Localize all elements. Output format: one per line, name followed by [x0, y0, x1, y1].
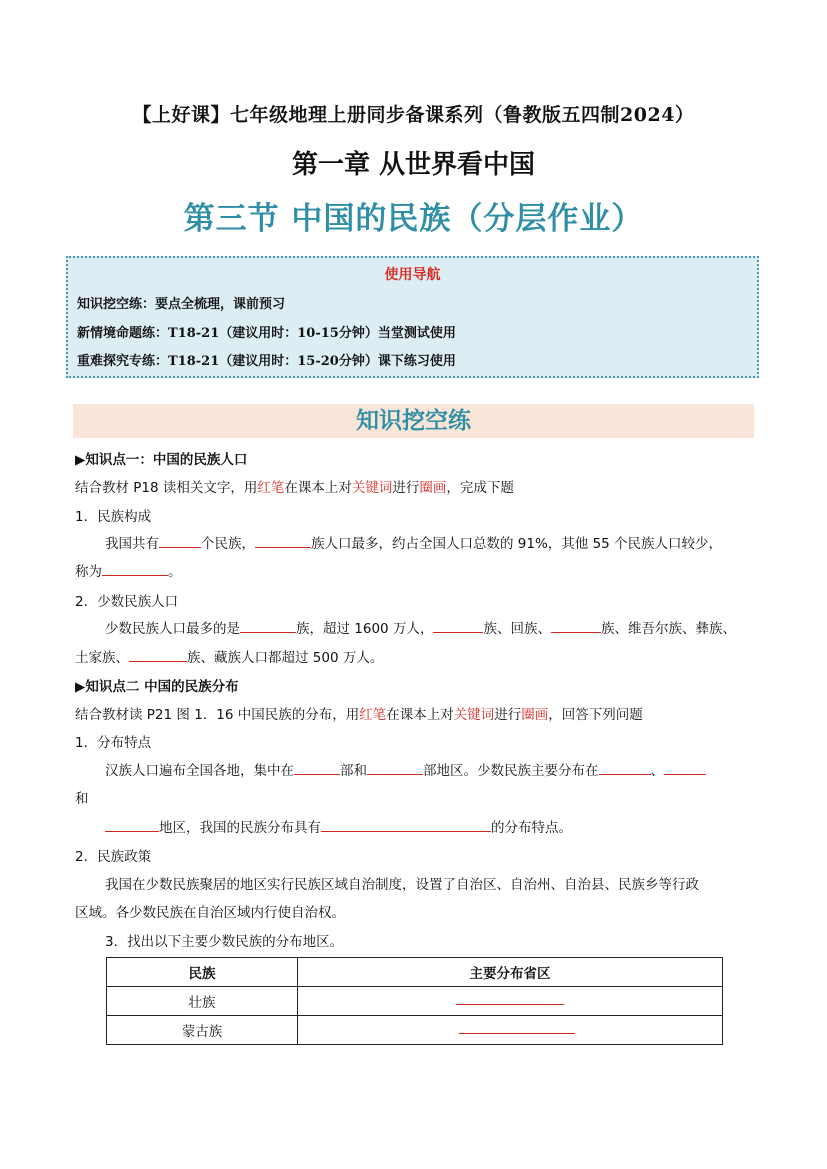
series-title: 【上好课】七年级地理上册同步备课系列（鲁教版五四制2024） — [132, 104, 695, 126]
blank[interactable] — [102, 562, 168, 576]
section-title: 第三节 中国的民族（分层作业） — [183, 201, 644, 237]
blank[interactable] — [294, 761, 340, 775]
blank[interactable] — [105, 818, 159, 832]
blank[interactable] — [255, 534, 311, 548]
guide-line-3: 重难探究专练：T18-21（建议用时：15-20分钟）课下练习使用 — [77, 354, 456, 369]
kp2-intro: 结合教材读 P21 图 1．16 中国民族的分布，用红笔在课本上对关键词进行圈画，回答下列问题 — [75, 707, 643, 723]
kp1-para-1b: 称为 。 — [75, 564, 182, 580]
header-region: 主要分布省区 — [298, 958, 723, 987]
blank[interactable] — [664, 761, 706, 775]
blank[interactable] — [367, 761, 423, 775]
kp1-intro: 结合教材 P18 读相关文字，用红笔在课本上对关键词进行圈画，完成下题 — [75, 480, 514, 496]
usage-guide-box — [66, 256, 759, 378]
blank[interactable] — [433, 619, 483, 633]
header-ethnic: 民族 — [107, 958, 298, 987]
kp2-heading-1: 1．分布特点 — [75, 735, 152, 751]
blank[interactable] — [159, 534, 201, 548]
row-region-cell[interactable] — [298, 987, 723, 1016]
guide-title: 使用导航 — [384, 267, 441, 283]
kp2-para-2b: 区域。各少数民族在自治区域内行使自治权。 — [75, 905, 345, 921]
row-ethnic: 壮族 — [107, 987, 298, 1016]
guide-line-1: 知识挖空练：要点全梳理，课前预习 — [77, 297, 286, 312]
kp1-para-2: 少数民族人口最多的是 族，超过 1600 万人， 族、回族、 族、维吾尔族、彝族、 — [105, 621, 736, 637]
kp1-para-2b: 土家族、 族、藏族人口都超过 500 万人。 — [75, 650, 384, 666]
kp1-para-1: 我国共有 个民族， 族人口最多，约占全国人口总数的 91%，其他 55 个民族人口较少， — [105, 536, 723, 552]
blank[interactable] — [321, 818, 491, 832]
kp2-and: 和 — [75, 791, 89, 807]
blank[interactable] — [599, 761, 651, 775]
kp2-title: ▶知识点二 中国的民族分布 — [75, 679, 239, 695]
answer-line[interactable] — [456, 994, 564, 1005]
kp2-para-1c: 地区，我国的民族分布具有 的分布特点。 — [105, 816, 572, 836]
blank[interactable] — [240, 619, 296, 633]
kp1-heading-1: 1．民族构成 — [75, 509, 152, 525]
chapter-title: 第一章 从世界看中国 — [291, 150, 536, 180]
table-row — [107, 1016, 723, 1045]
row-region-cell[interactable] — [298, 1016, 723, 1045]
blank[interactable] — [129, 648, 187, 662]
section-banner: 知识挖空练 — [73, 404, 754, 438]
row-ethnic: 蒙古族 — [107, 1016, 298, 1045]
answer-line[interactable] — [459, 1023, 575, 1034]
table-row — [107, 987, 723, 1016]
table-header-row — [107, 958, 723, 987]
kp2-heading-2: 2．民族政策 — [75, 849, 152, 865]
kp2-heading-3: 3．找出以下主要少数民族的分布地区。 — [105, 934, 344, 950]
kp1-title: ▶知识点一：中国的民族人口 — [75, 452, 248, 468]
distribution-table — [106, 957, 723, 1045]
kp2-para-2: 我国在少数民族聚居的地区实行民族区域自治制度，设置了自治区、自治州、自治县、民族乡等行政 — [105, 877, 699, 893]
guide-line-2: 新情境命题练：T18-21（建议用时：10-15分钟）当堂测试使用 — [77, 326, 456, 341]
kp1-heading-2: 2．少数民族人口 — [75, 594, 179, 610]
blank[interactable] — [551, 619, 601, 633]
kp2-para-1: 汉族人口遍布全国各地，集中在 部和 部地区。少数民族主要分布在 、 — [105, 759, 706, 779]
